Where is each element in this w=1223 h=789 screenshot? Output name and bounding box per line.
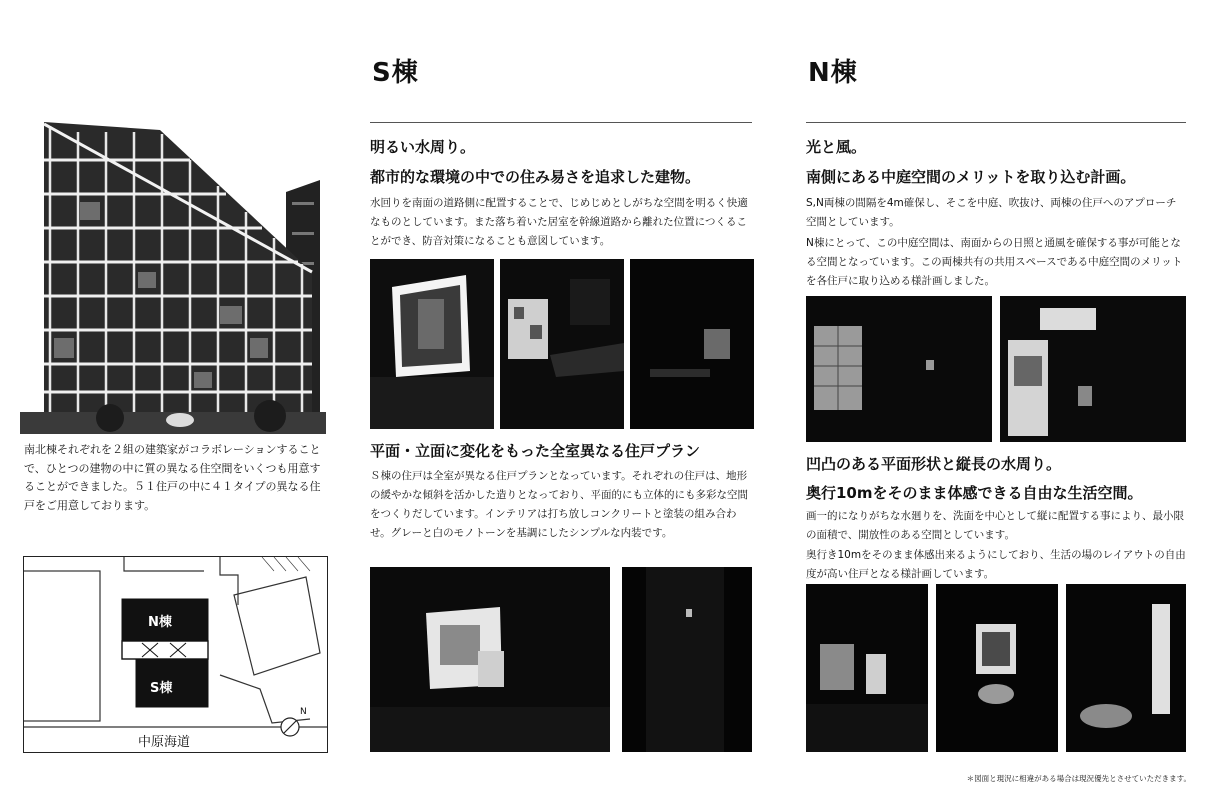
s-text-unique-plans: Ｓ棟の住戸は全室が異なる住戸プランとなっています。それぞれの住戸は、地形の緩やかな傾斜を活かした造りとなっており、平面的にも立体的にも多彩な空間をつくりだしています。インテリアは打ち放しコンクリートと塗装の組み合わせ。グレーと白のモノトーンを基調にしたシンプルな内装です。 (370, 470, 748, 539)
s-heading-bright-water: 明るい水周り。 (370, 138, 476, 156)
n-text-water-vertical: 画一的になりがちな水廻りを、洗面を中心として縦に配置する事により、最小限の面積で、開放性のある空間としています。 (806, 510, 1184, 541)
road-label: 中原海道 (138, 735, 191, 750)
building-photo (20, 122, 326, 434)
n-text-layout-freedom: 奥行き10mをそのまま体感出来るようにしており、生活の場のレイアウトの自由度が高い住戸となる様計画しています。 (806, 549, 1186, 580)
n-building-label: N棟 (148, 615, 172, 630)
site-map (23, 556, 328, 753)
n-photo-hallway (806, 584, 928, 752)
n-heading-courtyard: 南側にある中庭空間のメリットを取り込む計画。 (806, 168, 1136, 186)
s-building-label: S棟 (150, 681, 173, 696)
s-photo-window (370, 259, 494, 429)
n-text-courtyard-merit: N棟にとって、この中庭空間は、南面からの日照と通風を確保する事が可能となる空間となっています。この両棟共有の共用スペースである中庭空間のメリットを各住戸に取り込める様計画しました。 (806, 237, 1183, 287)
s-building-title: S棟 (372, 58, 419, 88)
n-heading-light-wind: 光と風。 (806, 138, 867, 156)
n-building-title: N棟 (808, 58, 858, 88)
n-title-rule (806, 122, 1186, 123)
s-photo-corridor (622, 567, 752, 752)
s-title-rule (370, 122, 752, 123)
n-photo-room (806, 296, 992, 442)
north-label: N (300, 707, 307, 717)
s-photo-dark-room (630, 259, 754, 429)
n-photo-bath (1066, 584, 1186, 752)
n-text-approach: S,N両棟の間隔を4m確保し、そこを中庭、吹抜け、両棟の住戸へのアプローチ空間としています。 (806, 197, 1177, 228)
n-heading-depth-10m: 奥行10mをそのまま体感できる自由な生活空間。 (806, 484, 1143, 502)
s-photo-kitchen (500, 259, 624, 429)
s-heading-unique-plans: 平面・立面に変化をもった全室異なる住戸プラン (370, 442, 701, 460)
n-heading-uneven-plan: 凹凸のある平面形状と縦長の水周り。 (806, 455, 1062, 473)
footnote: ＊図面と現況に相違がある場合は現況優先とさせていただきます。 (966, 774, 1191, 783)
intro-caption: 南北棟それぞれを２組の建築家がコラボレーションすることで、ひとつの建物の中に質の異なる住空間をいくつも用意することができました。５１住戸の中に４１タイプの異なる住戸をご用意しております。 (24, 443, 321, 512)
n-photo-washroom (1000, 296, 1186, 442)
n-photo-sink (936, 584, 1058, 752)
s-heading-urban-living: 都市的な環境の中での住み易さを追求した建物。 (370, 168, 701, 186)
s-text-water-layout: 水回りを南面の道路側に配置することで、じめじめとしがちな空間を明るく快適なものとしています。また落ち着いた居室を幹線道路から離れた位置につくることができ、防音対策になることも意図しています。 (370, 197, 748, 247)
s-photo-interior (370, 567, 610, 752)
